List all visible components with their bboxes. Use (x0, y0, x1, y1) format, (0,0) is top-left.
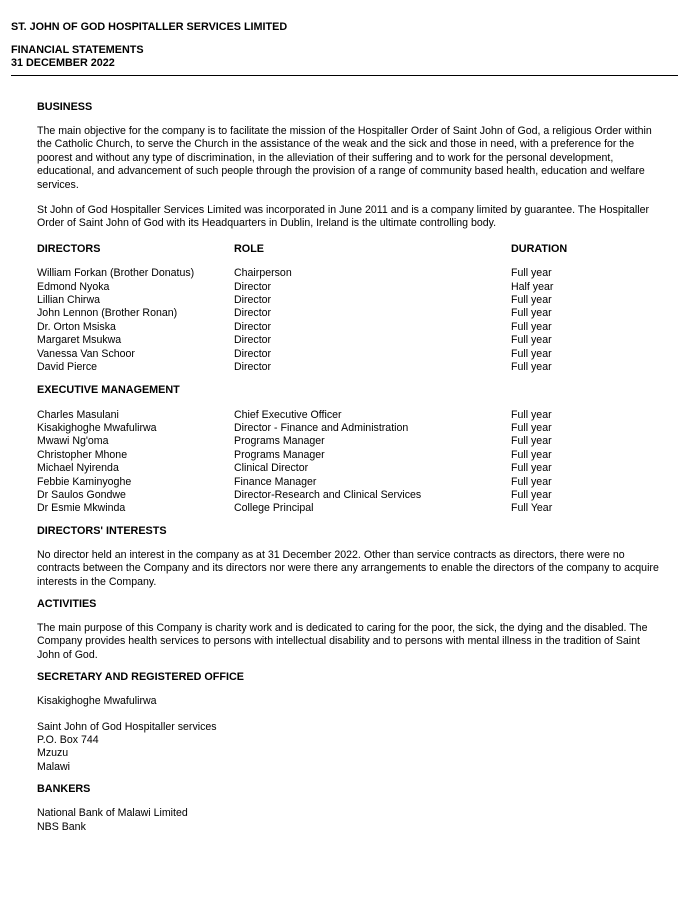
directors-column-header: DIRECTORS (37, 242, 101, 255)
table-row (37, 422, 663, 435)
executive-role: Programs Manager (234, 435, 325, 448)
executive-role: Programs Manager (234, 448, 325, 461)
director-role: Director (234, 294, 272, 307)
director-name: Edmond Nyoka (37, 280, 110, 293)
directors-interests-heading: DIRECTORS' INTERESTS (37, 524, 167, 537)
address-line: Malawi (37, 760, 70, 773)
executive-name: Dr Esmie Mkwinda (37, 502, 126, 515)
activities-heading: ACTIVITIES (37, 597, 97, 610)
registered-office-address (37, 721, 663, 775)
executive-duration: Full year (511, 435, 552, 448)
director-duration: Full year (511, 294, 552, 307)
executive-management-heading: EXECUTIVE MANAGEMENT (37, 383, 180, 396)
director-duration: Full year (511, 307, 552, 320)
table-row (37, 489, 663, 502)
business-section (37, 101, 663, 231)
director-role: Director (234, 320, 272, 333)
director-duration: Full year (511, 267, 552, 280)
address-line: Mzuzu (37, 747, 69, 760)
company-name: ST. JOHN OF GOD HOSPITALLER SERVICES LIMITED (11, 21, 288, 33)
table-row (37, 281, 663, 294)
director-name: David Pierce (37, 361, 98, 374)
director-name: Margaret Msukwa (37, 334, 122, 347)
director-name: Lillian Chirwa (37, 294, 100, 307)
directors-table (37, 243, 663, 375)
director-name: Vanessa Van Schoor (37, 347, 135, 360)
director-duration: Full year (511, 361, 552, 374)
executive-name: Charles Masulani (37, 408, 119, 421)
banker-name: National Bank of Malawi Limited (37, 807, 188, 820)
table-row (37, 409, 663, 422)
banker-name: NBS Bank (37, 820, 86, 833)
table-row (37, 361, 663, 374)
directors-interests-text: No director held an interest in the company as at 31 December 2022. Other than service contracts as directors, there were no contracts between the Company and its directors nor were there any arrangements to enable the directors of the company to acquire interests in the Company. (37, 548, 659, 588)
activities-section (37, 598, 663, 662)
director-role: Director (234, 347, 272, 360)
table-row (37, 307, 663, 320)
statement-date: 31 DECEMBER 2022 (11, 56, 115, 69)
executive-name: Febbie Kaminyoghe (37, 475, 132, 488)
executive-role: Finance Manager (234, 475, 317, 488)
executive-duration: Full year (511, 408, 552, 421)
director-duration: Half year (511, 280, 554, 293)
bankers-section (37, 783, 663, 834)
executive-management-table (37, 409, 663, 516)
executive-name: Mwawi Ng'oma (37, 435, 109, 448)
executive-duration: Full year (511, 488, 552, 501)
executive-name: Dr Saulos Gondwe (37, 488, 126, 501)
executive-duration: Full year (511, 475, 552, 488)
director-role: Chairperson (234, 267, 292, 280)
role-column-header: ROLE (234, 242, 264, 255)
activities-text: The main purpose of this Company is charity work and is dedicated to caring for the poor, the sick, the dying and the disabled. The Company provides health services to persons with intellectual disability and to persons with mental illness in the tradition of Saint John of God. (37, 621, 648, 661)
business-paragraph-1: The main objective for the company is to facilitate the mission of the Hospitaller Order of Saint John of God, a religious Order within the Catholic Church, to serve the Church in the assistance of the weak and the sick and those in need, with a preference for the poorest and without any type of discrimination, in the alleviation of their suffering and to work for the personal development, educational, and advancement of such people through the provision of a range of community based health, education and welfare services. (37, 125, 652, 191)
secretary-name: Kisakighoghe Mwafulirwa (37, 695, 157, 708)
business-heading: BUSINESS (37, 101, 93, 113)
address-line: Saint John of God Hospitaller services (37, 720, 217, 733)
bankers-heading: BANKERS (37, 783, 91, 796)
director-name: William Forkan (Brother Donatus) (37, 267, 195, 280)
table-row (37, 267, 663, 280)
executive-duration: Full year (511, 421, 552, 434)
header-divider (11, 75, 678, 76)
duration-column-header: DURATION (511, 242, 568, 255)
director-duration: Full year (511, 320, 552, 333)
bankers-list (37, 807, 663, 834)
executive-role: Clinical Director (234, 462, 309, 475)
director-name: John Lennon (Brother Ronan) (37, 307, 178, 320)
document-header (11, 21, 676, 69)
secretary-section (37, 671, 663, 774)
executive-role: College Principal (234, 502, 314, 515)
executive-name: Michael Nyirenda (37, 462, 119, 475)
table-row (37, 435, 663, 448)
address-line: P.O. Box 744 (37, 733, 99, 746)
directors-interests-section (37, 525, 663, 589)
executive-duration: Full year (511, 448, 552, 461)
table-row (37, 321, 663, 334)
statement-title: FINANCIAL STATEMENTS (11, 44, 144, 57)
director-role: Director (234, 334, 272, 347)
secretary-heading: SECRETARY AND REGISTERED OFFICE (37, 671, 244, 684)
executive-role: Chief Executive Officer (234, 408, 342, 421)
executive-duration: Full year (511, 462, 552, 475)
table-row (37, 334, 663, 347)
director-role: Director (234, 361, 272, 374)
director-role: Director (234, 307, 272, 320)
report-body (37, 101, 663, 834)
executive-role: Director-Research and Clinical Services (234, 488, 422, 501)
executive-duration: Full Year (511, 502, 553, 515)
table-row (37, 462, 663, 475)
table-row (37, 294, 663, 307)
table-row (37, 502, 663, 515)
director-role: Director (234, 280, 272, 293)
table-row (37, 348, 663, 361)
executive-name: Kisakighoghe Mwafulirwa (37, 421, 157, 434)
director-duration: Full year (511, 347, 552, 360)
director-name: Dr. Orton Msiska (37, 320, 116, 333)
table-row (37, 476, 663, 489)
executive-role: Director - Finance and Administration (234, 421, 409, 434)
business-paragraph-2: St John of God Hospitaller Services Limited was incorporated in June 2011 and is a company limited by guarantee. The Hospitaller Order of Saint John of God with its Headquarters in Dublin, Ireland is the ultimate controlling body. (37, 204, 650, 230)
director-duration: Full year (511, 334, 552, 347)
table-row (37, 449, 663, 462)
executive-name: Christopher Mhone (37, 448, 128, 461)
